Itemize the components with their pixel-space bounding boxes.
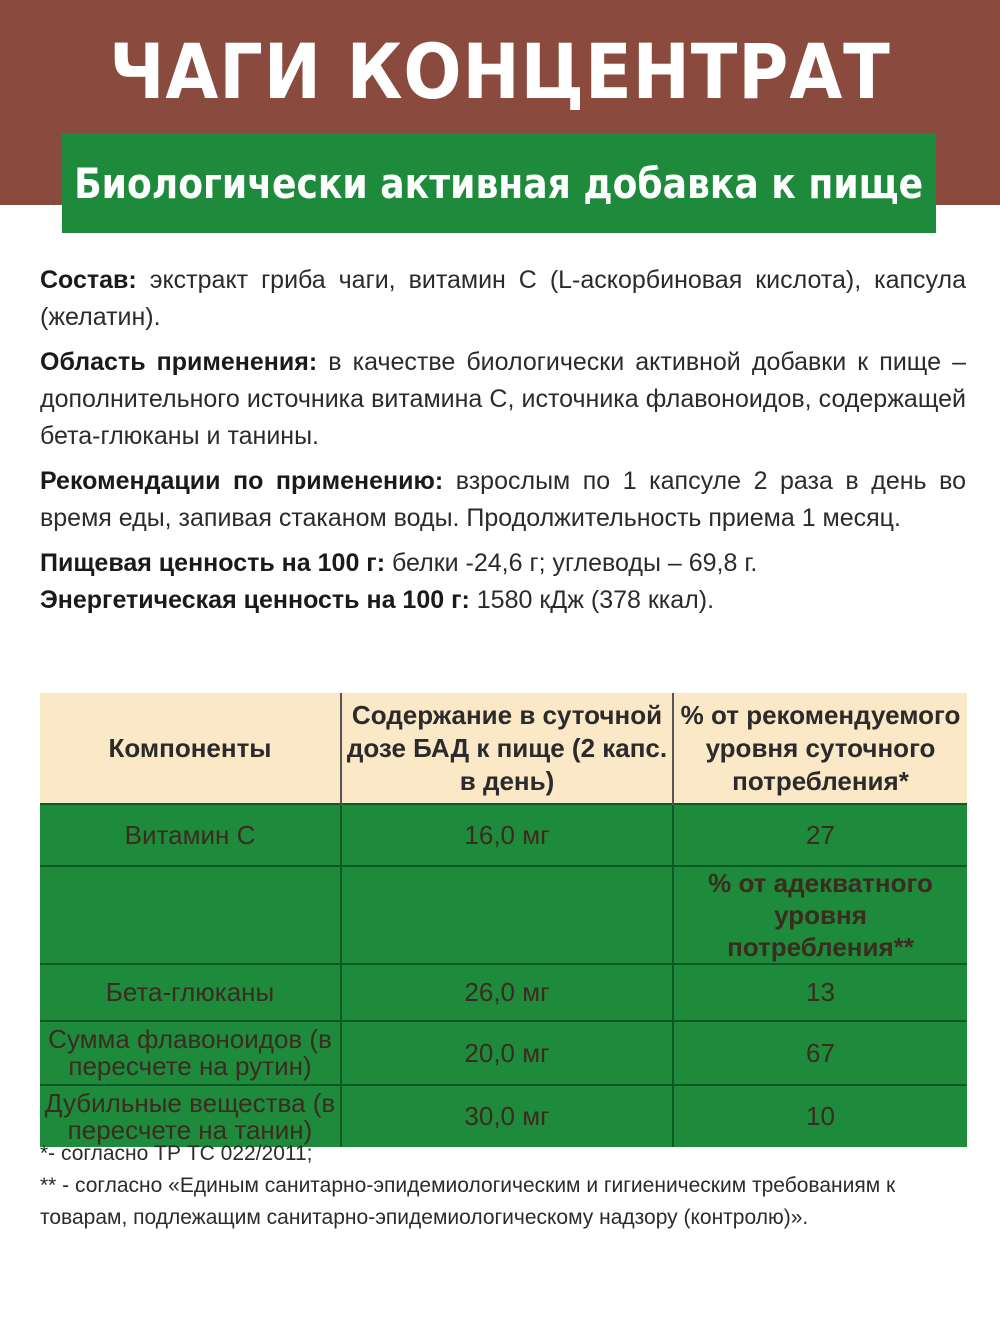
cell-percent-subheader: % от адекватного уровня потребления** bbox=[673, 866, 967, 964]
composition-paragraph bbox=[40, 262, 966, 336]
table-row bbox=[40, 964, 967, 1021]
cell-component: Дубильные вещества (в пересчете на танин) bbox=[40, 1085, 341, 1147]
table-row bbox=[40, 804, 967, 866]
page-subtitle: Биологически активная добавка к пище bbox=[74, 158, 924, 208]
subtitle-banner bbox=[62, 133, 936, 233]
footnotes bbox=[40, 1138, 970, 1234]
table-header-row bbox=[40, 693, 967, 804]
column-header-percent: % от рекомендуемого уровня суточного потребления* bbox=[673, 693, 967, 804]
nutrition-text: белки -24,6 г; углеводы – 69,8 г. bbox=[385, 549, 758, 577]
energy-label: Энергетическая ценность на 100 г: bbox=[40, 586, 470, 614]
cell-component: Бета-глюканы bbox=[40, 964, 341, 1021]
footnote-double-asterisk: ** - согласно «Единым санитарно-эпидемиологическим и гигиеническим требованиям к товарам, подлежащим санитарно-эпидемиологическому надзору (контролю)». bbox=[40, 1174, 896, 1229]
cell-amount bbox=[341, 866, 673, 964]
recommendations-paragraph bbox=[40, 463, 966, 537]
cell-component: Сумма флавоноидов (в пересчете на рутин) bbox=[40, 1021, 341, 1085]
cell-percent: 27 bbox=[673, 804, 967, 866]
composition-text: экстракт гриба чаги, витамин С (L-аскорбиновая кислота), капсула (желатин). bbox=[40, 266, 966, 331]
composition-table bbox=[40, 693, 967, 1147]
cell-percent: 67 bbox=[673, 1021, 967, 1085]
cell-percent: 10 bbox=[673, 1085, 967, 1147]
footnote-single-asterisk: *- согласно ТР ТС 022/2011; bbox=[40, 1142, 313, 1165]
usage-area-label: Область применения: bbox=[40, 348, 318, 376]
column-header-components: Компоненты bbox=[40, 693, 341, 804]
nutrition-paragraph bbox=[40, 545, 966, 582]
usage-area-text: в качестве биологически активной добавки к пище – дополнительного источника витамина С, источника флавоноидов, содержащей бета-глюканы и танины. bbox=[40, 348, 966, 450]
energy-paragraph bbox=[40, 582, 966, 619]
table-row bbox=[40, 1021, 967, 1085]
cell-component: Витамин С bbox=[40, 804, 341, 866]
cell-amount: 26,0 мг bbox=[341, 964, 673, 1021]
product-info bbox=[40, 262, 966, 619]
recommendations-text: взрослым по 1 капсуле 2 раза в день во время еды, запивая стаканом воды. Продолжительность приема 1 месяц. bbox=[40, 467, 967, 532]
table-row bbox=[40, 866, 967, 964]
page-title: ЧАГИ КОНЦЕНТРАТ bbox=[109, 27, 891, 116]
cell-amount: 16,0 мг bbox=[341, 804, 673, 866]
composition-label: Состав: bbox=[40, 266, 137, 294]
usage-area-paragraph bbox=[40, 344, 966, 455]
cell-amount: 30,0 мг bbox=[341, 1085, 673, 1147]
nutrition-label: Пищевая ценность на 100 г: bbox=[40, 549, 386, 577]
cell-component bbox=[40, 866, 341, 964]
energy-text: 1580 кДж (378 ккал). bbox=[469, 586, 715, 614]
column-header-daily-amount: Содержание в суточной дозе БАД к пище (2 капс. в день) bbox=[341, 693, 673, 804]
cell-percent: 13 bbox=[673, 964, 967, 1021]
recommendations-label: Рекомендации по применению: bbox=[40, 467, 444, 495]
cell-amount: 20,0 мг bbox=[341, 1021, 673, 1085]
